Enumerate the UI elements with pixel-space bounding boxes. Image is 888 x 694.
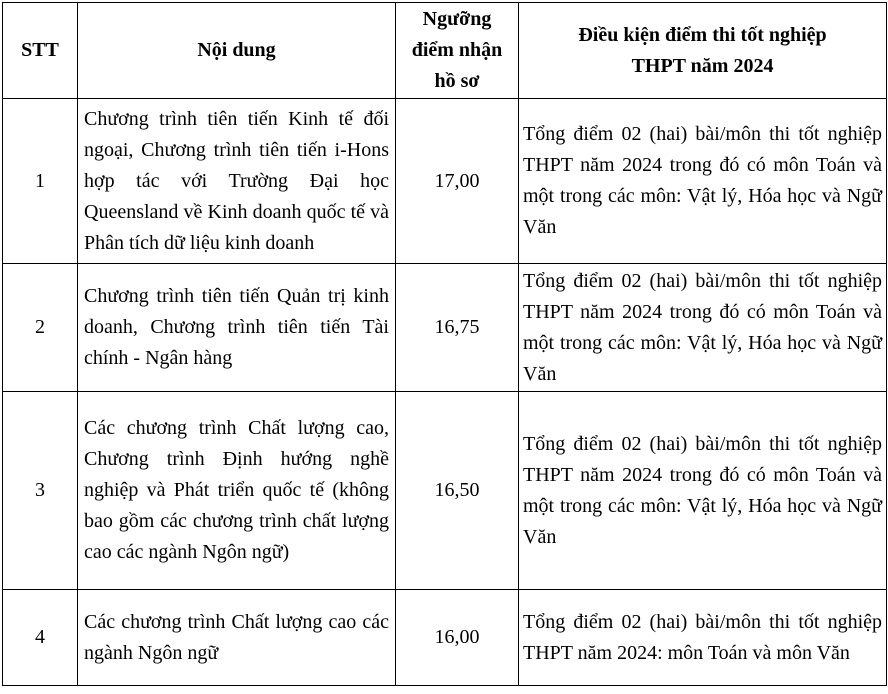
admission-threshold-table [2,2,887,686]
row-condition: Tổng điểm 02 (hai) bài/môn thi tốt nghiệp THPT năm 2024: môn Toán và môn Văn [519,590,887,686]
row-stt: 4 [3,590,78,686]
row-content: Chương trình tiên tiến Quản trị kinh doanh, Chương trình tiên tiến Tài chính - Ngân hàng [78,264,396,392]
row-content: Chương trình tiên tiến Kinh tế đối ngoại, Chương trình tiên tiến i-Hons hợp tác với Trường Đại học Queensland về Kinh doanh quốc tế và Phân tích dữ liệu kinh doanh [78,99,396,264]
row-threshold: 17,00 [396,99,519,264]
row-threshold: 16,00 [396,590,519,686]
row-content: Các chương trình Chất lượng cao, Chương trình Định hướng nghề nghiệp và Phát triển quốc tế (không bao gồm các chương trình chất lượng cao các ngành Ngôn ngữ) [78,392,396,590]
table-row [3,264,887,392]
table-row [3,99,887,264]
header-condition: Điều kiện điểm thi tốt nghiệp THPT năm 2024 [519,3,887,99]
header-threshold: Ngưỡng điểm nhận hồ sơ [396,3,519,99]
row-condition: Tổng điểm 02 (hai) bài/môn thi tốt nghiệp THPT năm 2024 trong đó có môn Toán và một trong các môn: Vật lý, Hóa học và Ngữ Văn [519,264,887,392]
row-condition: Tổng điểm 02 (hai) bài/môn thi tốt nghiệp THPT năm 2024 trong đó có môn Toán và một trong các môn: Vật lý, Hóa học và Ngữ Văn [519,99,887,264]
table-row [3,590,887,686]
header-stt: STT [3,3,78,99]
header-content: Nội dung [78,3,396,99]
row-threshold: 16,50 [396,392,519,590]
row-content: Các chương trình Chất lượng cao các ngành Ngôn ngữ [78,590,396,686]
row-stt: 1 [3,99,78,264]
table-header-row [3,3,887,99]
row-stt: 2 [3,264,78,392]
row-stt: 3 [3,392,78,590]
row-condition: Tổng điểm 02 (hai) bài/môn thi tốt nghiệp THPT năm 2024 trong đó có môn Toán và một trong các môn: Vật lý, Hóa học và Ngữ Văn [519,392,887,590]
table-row [3,392,887,590]
row-threshold: 16,75 [396,264,519,392]
